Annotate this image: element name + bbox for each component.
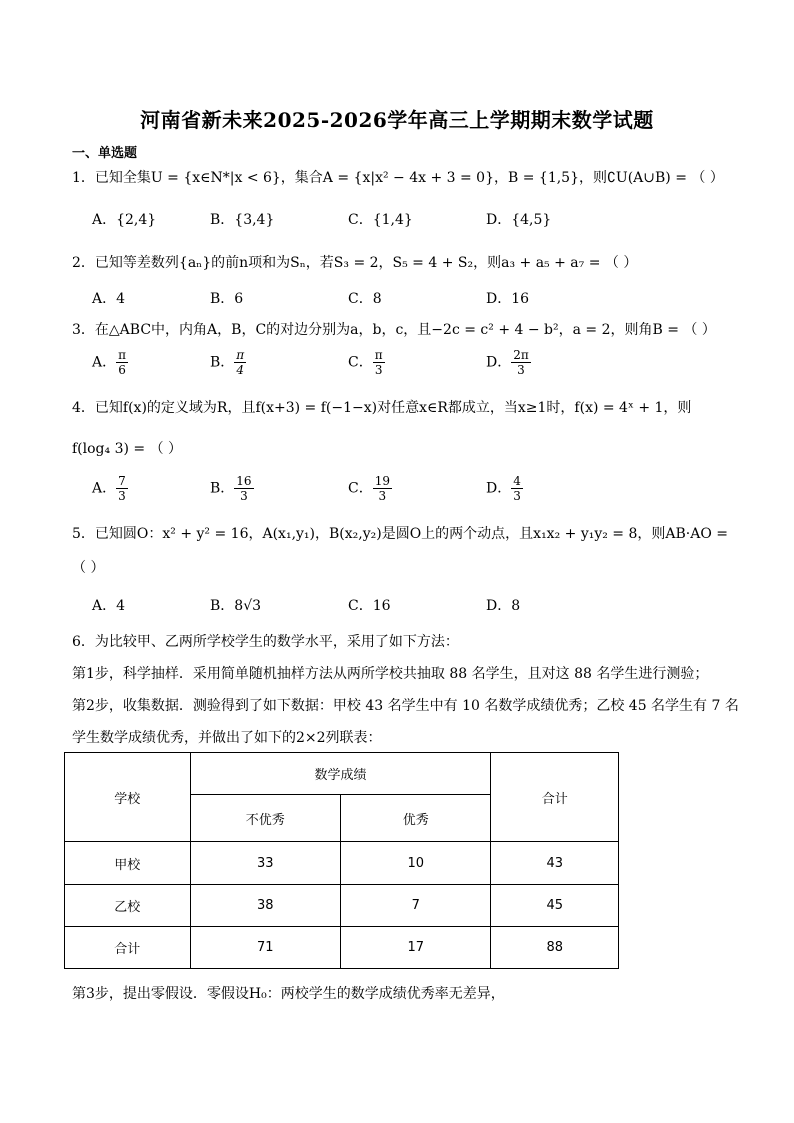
question-3-stem: 3．在△ABC中，内角A，B，C的对边分别为a，b，c，且−2c = c² + 4 − b²，a = 2，则角B = （ ） <box>72 322 716 338</box>
q4-option-b[interactable]: B． $\frac{16}{3}$ <box>210 474 252 503</box>
header-not-excellent: 不优秀 <box>190 795 340 842</box>
q5-option-c[interactable]: C．16 <box>348 598 391 614</box>
q3-option-b[interactable]: B． $\frac{\pi}{4}$ <box>210 348 245 377</box>
row-label: 合计 <box>65 927 191 969</box>
header-school: 学校 <box>65 753 191 842</box>
section-heading: 一、单选题 <box>72 146 138 161</box>
q2-option-d[interactable]: D．16 <box>486 291 530 307</box>
cell-value: 43 <box>491 842 619 885</box>
q4-option-c[interactable]: C． $\frac{19}{3}$ <box>348 474 390 503</box>
cell-value: 88 <box>491 927 619 969</box>
cell-value: 33 <box>190 842 340 885</box>
cell-value: 45 <box>491 885 619 927</box>
table-row <box>65 842 619 885</box>
header-math-score: 数学成绩 <box>190 753 491 795</box>
q4-option-a[interactable]: A． $\frac{7}{3}$ <box>92 474 126 503</box>
q2-option-c[interactable]: C．8 <box>348 291 382 307</box>
q1-option-c[interactable]: C．{1,4} <box>348 212 413 228</box>
question-6-line-4: 学生数学成绩优秀，并做出了如下的2×2列联表： <box>72 730 382 746</box>
header-total: 合计 <box>491 753 619 842</box>
q5-option-d[interactable]: D．8 <box>486 598 521 614</box>
q3-option-c[interactable]: C． $\frac{\pi}{3}$ <box>348 348 383 377</box>
cell-value: 7 <box>340 885 490 927</box>
question-6-line-2: 第1步，科学抽样．采用简单随机抽样方法从两所学校共抽取 88 名学生，且对这 88 名学生进行测验； <box>72 666 709 682</box>
question-6-step-3: 第3步，提出零假设．零假设H₀：两校学生的数学成绩优秀率无差异， <box>72 986 505 1002</box>
question-1-stem: 1．已知全集U = {x∈N*|x < 6}，集合A = {x|x² − 4x + 3 = 0}，B = {1,5}，则∁U(A∪B) = （ ） <box>72 170 724 186</box>
q3-option-a[interactable]: A． $\frac{\pi}{6}$ <box>92 348 127 377</box>
q2-option-b[interactable]: B．6 <box>210 291 244 307</box>
q4-option-d[interactable]: D． $\frac{4}{3}$ <box>486 474 521 503</box>
q3-option-d[interactable]: D． $\frac{2\pi}{3}$ <box>486 348 529 377</box>
table-row <box>65 927 619 969</box>
page-title: 河南省新未来2025-2026学年高三上学期期末数学试题 <box>140 108 654 132</box>
cell-value: 17 <box>340 927 490 969</box>
question-5-stem: 5．已知圆O：x² + y² = 16，A(x₁,y₁)，B(x₂,y₂)是圆O上的两个动点，且x₁x₂ + y₁y₂ = 8，则AB·AO = <box>72 526 729 542</box>
table-row <box>65 885 619 927</box>
q1-option-d[interactable]: D．{4,5} <box>486 212 552 228</box>
q5-option-a[interactable]: A．4 <box>92 598 126 614</box>
question-2-stem: 2．已知等差数列{aₙ}的前n项和为Sₙ，若S₃ = 2，S₅ = 4 + S₂，则a₃ + a₅ + a₇ = （ ） <box>72 255 638 271</box>
question-6-line-3: 第2步，收集数据．测验得到了如下数据：甲校 43 名学生中有 10 名数学成绩优秀；乙校 45 名学生有 7 名 <box>72 698 739 714</box>
question-6-line-1: 6．为比较甲、乙两所学校学生的数学水平，采用了如下方法： <box>72 634 459 650</box>
row-label: 乙校 <box>65 885 191 927</box>
cell-value: 38 <box>190 885 340 927</box>
question-5-stem-cont: （ ） <box>72 560 105 576</box>
row-label: 甲校 <box>65 842 191 885</box>
q5-option-b[interactable]: B．8√3 <box>210 598 262 614</box>
q1-option-a[interactable]: A．{2,4} <box>92 212 157 228</box>
cell-value: 71 <box>190 927 340 969</box>
question-4-stem-cont: f(log₄ 3) = （ ） <box>72 441 183 457</box>
header-excellent: 优秀 <box>340 795 490 842</box>
question-4-stem: 4．已知f(x)的定义域为R，且f(x+3) = f(−1−x)对任意x∈R都成立，当x≥1时，f(x) = 4ˣ + 1，则 <box>72 400 692 416</box>
contingency-table <box>64 752 619 969</box>
q1-option-b[interactable]: B．{3,4} <box>210 212 275 228</box>
cell-value: 10 <box>340 842 490 885</box>
q2-option-a[interactable]: A．4 <box>92 291 126 307</box>
